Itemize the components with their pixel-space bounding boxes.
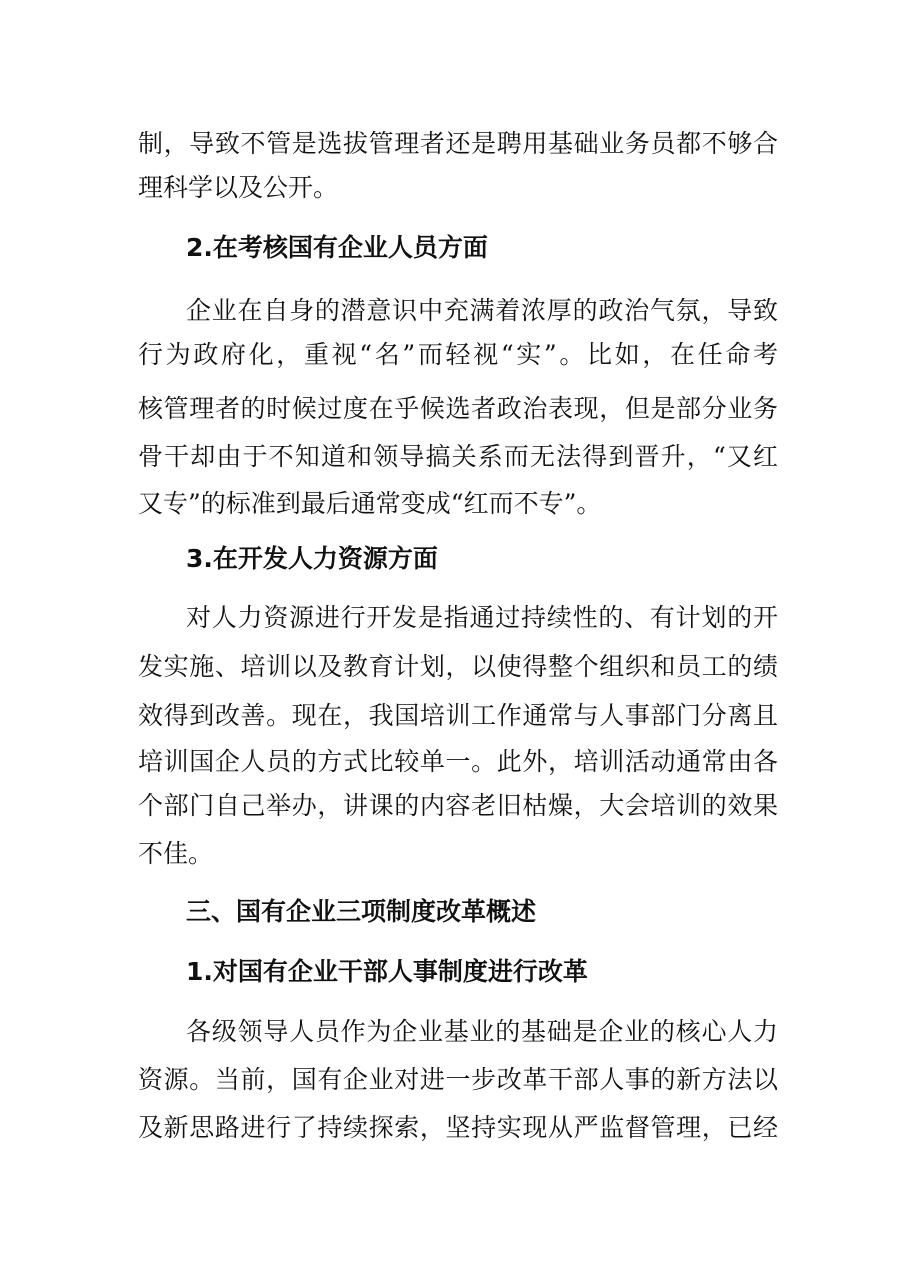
- body-line: 个部门自己举办，讲课的内容老旧枯燥，大会培训的效果: [138, 791, 778, 820]
- section-heading: 2.在考核国有企业人员方面: [186, 233, 488, 262]
- body-line: 行为政府化，重视“名”而轻视“实”。比如，在任命考: [138, 340, 778, 369]
- body-line: 理科学以及公开。: [138, 173, 339, 202]
- body-line: 资源。当前，国有企业对进一步改革干部人事的新方法以: [138, 1065, 778, 1094]
- section-heading: 1.对国有企业干部人事制度进行改革: [186, 957, 588, 986]
- body-line: 各级领导人员作为企业基业的基础是企业的核心人力: [186, 1017, 778, 1046]
- body-line: 及新思路进行了持续探索，坚持实现从严监督管理，已经: [138, 1113, 778, 1142]
- body-line: 培训国企人员的方式比较单一。此外，培训活动通常由各: [138, 747, 778, 776]
- body-line: 效得到改善。现在，我国培训工作通常与人事部门分离且: [138, 701, 778, 730]
- chapter-heading: 三、国有企业三项制度改革概述: [186, 897, 537, 926]
- body-line: 对人力资源进行开发是指通过持续性的、有计划的开: [186, 603, 778, 632]
- body-line: 不佳。: [138, 839, 214, 868]
- body-line: 又专”的标准到最后通常变成“红而不专”。: [138, 489, 602, 518]
- section-heading: 3.在开发人力资源方面: [186, 544, 438, 573]
- body-line: 核管理者的时候过度在乎候选者政治表现，但是部分业务: [138, 394, 778, 423]
- body-line: 制，导致不管是选拔管理者还是聘用基础业务员都不够合: [138, 129, 778, 158]
- body-line: 骨干却由于不知道和领导搞关系而无法得到晋升，“又红: [138, 442, 778, 471]
- body-line: 企业在自身的潜意识中充满着浓厚的政治气氛，导致: [186, 296, 778, 325]
- body-line: 发实施、培训以及教育计划，以使得整个组织和员工的绩: [138, 652, 778, 681]
